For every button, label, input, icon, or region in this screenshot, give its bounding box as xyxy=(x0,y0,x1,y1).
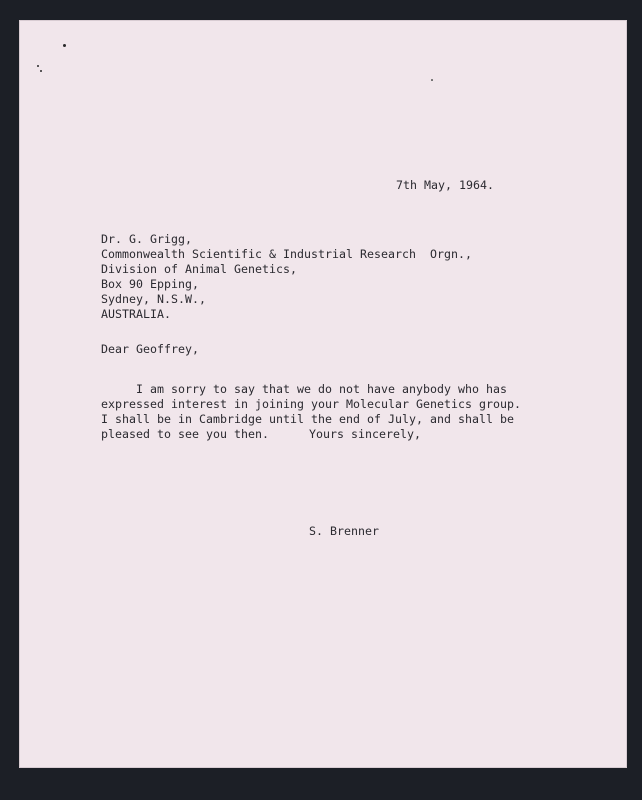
ink-speck xyxy=(431,79,433,81)
salutation: Dear Geoffrey, xyxy=(101,342,200,356)
signature: S. Brenner xyxy=(309,524,380,538)
body-line: pleased to see you then. xyxy=(101,427,270,441)
recipient-line: Division of Animal Genetics, xyxy=(101,262,298,276)
ink-speck xyxy=(40,70,42,72)
ink-speck xyxy=(37,65,39,67)
closing: Yours sincerely, xyxy=(309,427,422,441)
ink-speck xyxy=(63,44,66,47)
body-line: expressed interest in joining your Molecular Genetics group. xyxy=(101,397,522,411)
recipient-line: Sydney, N.S.W., xyxy=(101,292,207,306)
recipient-address xyxy=(101,232,472,322)
recipient-line: Dr. G. Grigg, xyxy=(101,232,193,246)
body-line: I shall be in Cambridge until the end of July, and shall be xyxy=(101,412,515,426)
letter-page xyxy=(20,21,626,767)
recipient-line: Commonwealth Scientific & Industrial Research Orgn., xyxy=(101,247,473,261)
body-line: I am sorry to say that we do not have anybody who has xyxy=(101,382,508,396)
recipient-line: Box 90 Epping, xyxy=(101,277,200,291)
letter-date: 7th May, 1964. xyxy=(396,178,495,192)
recipient-line: AUSTRALIA. xyxy=(101,307,172,321)
